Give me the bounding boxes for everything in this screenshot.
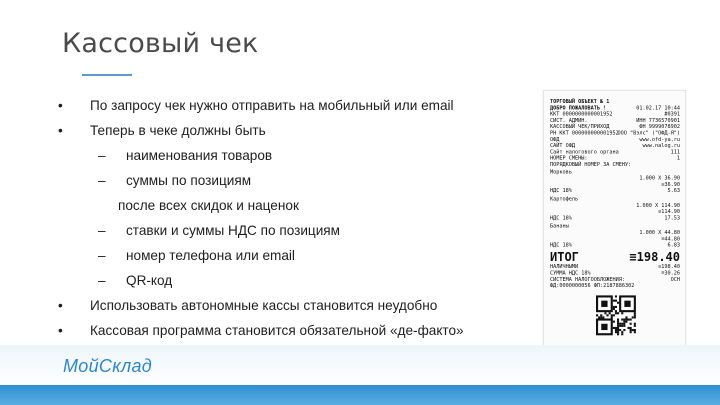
sub-bullet-marker: – [98,223,106,238]
receipt-header-value: 01.02.17 10:44 [636,105,680,112]
receipt-item-qty: 1.000 Х 114.90 [636,202,680,209]
qr-module [615,327,617,329]
receipt-header-line: ОФД [550,136,560,143]
footer-accent-bar [0,385,720,405]
receipt-footer-line: ФД:0000000056 ФП:2187886302 [550,283,635,290]
receipt-header-value: ФН 9999078902 [639,124,680,131]
qr-module [621,312,623,314]
receipt-item-qty: 1.000 Х 44.80 [639,230,680,236]
qr-module [634,323,636,325]
receipt-item-sum: ≡44.80 [661,236,680,243]
receipt-total: ≡198.40 [629,249,680,264]
qr-module [634,314,636,316]
receipt-footer-value: ≡198.40 [658,264,680,271]
qr-module [621,323,623,325]
qr-module [613,321,615,323]
receipt-header-line: ТОРГОВЫЙ ОБЪЕКТ № 1 [550,99,610,105]
qr-module [630,329,632,331]
qr-module [632,316,634,318]
qr-module [621,331,623,333]
qr-module [630,331,632,333]
receipt-header-value: www.nalog.ru [642,143,680,150]
qr-module [634,312,636,314]
qr-module [619,325,621,327]
qr-module [623,321,625,323]
receipt-header-line: КАССОВЫЙ ЧЕК/ПРИХОД [550,124,610,131]
receipt-item-name: Морковь [550,169,572,176]
receipt-header-value: ООО "Вэлс" ("ОФД-Я") [617,130,680,137]
qr-module [615,295,617,297]
qr-module [617,329,619,331]
qr-module [615,312,617,314]
qr-module [613,308,615,310]
qr-module [600,316,602,318]
qr-module [613,314,615,316]
sub-bullet-item [58,168,528,193]
bullet-marker: • [58,298,63,313]
receipt-footer-value: ≡30.26 [661,270,680,277]
qr-module [613,300,615,302]
qr-module [615,331,617,333]
bullet-marker: • [58,123,63,138]
sub-bullet-item [58,143,528,168]
qr-module [615,329,617,331]
receipt-footer-line: НАЛИЧНЫМИ [550,264,579,271]
qr-module [623,325,625,327]
receipt-header-line: ККТ 0000000000001952 [550,111,613,118]
receipt-header-line: НОМЕР СМЕНЫ: [550,155,588,162]
qr-module [613,327,615,329]
qr-module [630,319,632,321]
qr-module [617,325,619,327]
bullet-item [58,293,528,318]
qr-module [611,314,613,316]
qr-module [613,306,615,308]
receipt-header-value: www.ofd-ya.ru [639,136,680,143]
bullet-text: Использовать автономные кассы становится неудобно [90,298,438,313]
sub-bullet-item [58,268,528,293]
qr-module [625,316,627,318]
qr-module [607,314,609,316]
receipt-header-line: Сайт налогового органа [550,149,619,156]
qr-module [621,319,623,321]
qr-module [623,319,625,321]
qr-module [621,333,623,335]
bullet-text: Кассовая программа становится обязательной «де-факто» [90,323,464,338]
receipt-header-value: #0391 [664,111,680,118]
receipt-header-value: 1 [676,155,680,162]
bullet-list [58,93,528,343]
bullet-item [58,93,528,118]
qr-module [617,327,619,329]
qr-module [604,312,606,314]
receipt-item-name: Бананы [550,223,569,230]
receipt-header-line: ДОБРО ПОЖАЛОВАТЬ ! [550,105,607,112]
sub-bullet-text: после всех скидок и наценок [118,198,299,213]
qr-module [611,316,613,318]
qr-module [602,316,604,318]
receipt-image [543,90,686,350]
qr-module [619,323,621,325]
receipt-header-value: ИНН 7736570901 [636,117,680,124]
receipt-footer-line: СУММА НДС 18% [550,270,591,277]
receipt-item-vat-label: НДС 18% [550,215,572,222]
receipt-header-line: РН ККТ 000000000001952 [550,130,619,137]
sub-bullet-item [58,243,528,268]
qr-module [615,300,617,302]
receipt-footer-value: ОСН [670,276,680,283]
receipt-header-line: САЙТ ОФД [550,143,575,150]
qr-module [625,319,627,321]
sub-bullet-item [58,218,528,243]
qr-module [623,329,625,331]
sub-bullet-marker: – [98,248,106,263]
qr-module [617,323,619,325]
bullet-text: По запросу чек нужно отправить на мобильный или email [90,98,454,113]
qr-module [609,312,611,314]
qr-module [630,327,632,329]
bullet-marker: • [58,98,63,113]
qr-module [634,331,636,333]
receipt-drawing [544,91,685,349]
qr-module [632,329,634,331]
qr-module [617,302,619,304]
qr-module [634,316,636,318]
qr-module [617,321,619,323]
sub-bullet-text: ставки и суммы НДС по позициям [126,223,341,238]
qr-module [628,319,630,321]
receipt-header-value: 111 [670,149,680,156]
qr-module [617,319,619,321]
qr-module [621,325,623,327]
sub-bullet-text: QR-код [126,273,173,288]
sub-bullet-text: номер телефона или email [126,248,295,263]
sub-bullet-text: суммы по позициям [126,173,252,188]
title-underline [82,74,132,76]
qr-finder-center [624,301,630,307]
qr-module [617,331,619,333]
qr-module [623,323,625,325]
receipt-item-vat: 6.83 [667,242,680,249]
receipt-item-name: Картофель [550,196,579,203]
receipt-item-vat-label: НДС 18% [550,242,572,249]
receipt-item-vat: 17.53 [664,215,680,222]
receipt-item-sum: ≡114.90 [658,209,680,216]
qr-module [615,310,617,312]
qr-finder-center [601,301,607,307]
qr-module [617,333,619,335]
sub-bullet-marker: – [98,273,106,288]
qr-module [615,306,617,308]
qr-module [596,314,598,316]
receipt-header-line: СИСТ. АДМИН. [550,117,588,124]
sub-bullet-continuation [58,193,528,218]
receipt-item-sum: ≡36.90 [661,181,680,188]
qr-module [598,316,600,318]
receipt-item-qty: 1.000 Х 36.90 [639,175,680,182]
bullet-item [58,318,528,343]
qr-finder-center [601,324,607,330]
qr-module [625,321,627,323]
receipt-total-label: ИТОГ [550,249,579,264]
bullet-item [58,118,528,143]
qr-module [630,323,632,325]
sub-bullet-text: наименования товаров [126,148,273,163]
brand-logo: МойСклад [63,356,153,376]
qr-module [634,325,636,327]
receipt-item-vat: 5.63 [667,188,680,195]
sub-bullet-marker: – [98,148,106,163]
qr-module [628,327,630,329]
sub-bullet-marker: – [98,173,106,188]
bullet-marker: • [58,323,63,338]
receipt-header-line: ПОРЯДКОВЫЙ НОМЕР ЗА СМЕНУ: [550,162,632,168]
qr-module [619,329,621,331]
slide-title: Кассовый чек [62,28,259,59]
qr-module [617,312,619,314]
receipt-item-vat-label: НДС 18% [550,188,572,195]
qr-module [634,329,636,331]
receipt-footer-line: СИСТЕМА НАЛОГООБЛОЖЕНИЯ: [550,276,625,283]
qr-module [600,314,602,316]
bullet-text: Теперь в чеке должны быть [90,123,266,138]
